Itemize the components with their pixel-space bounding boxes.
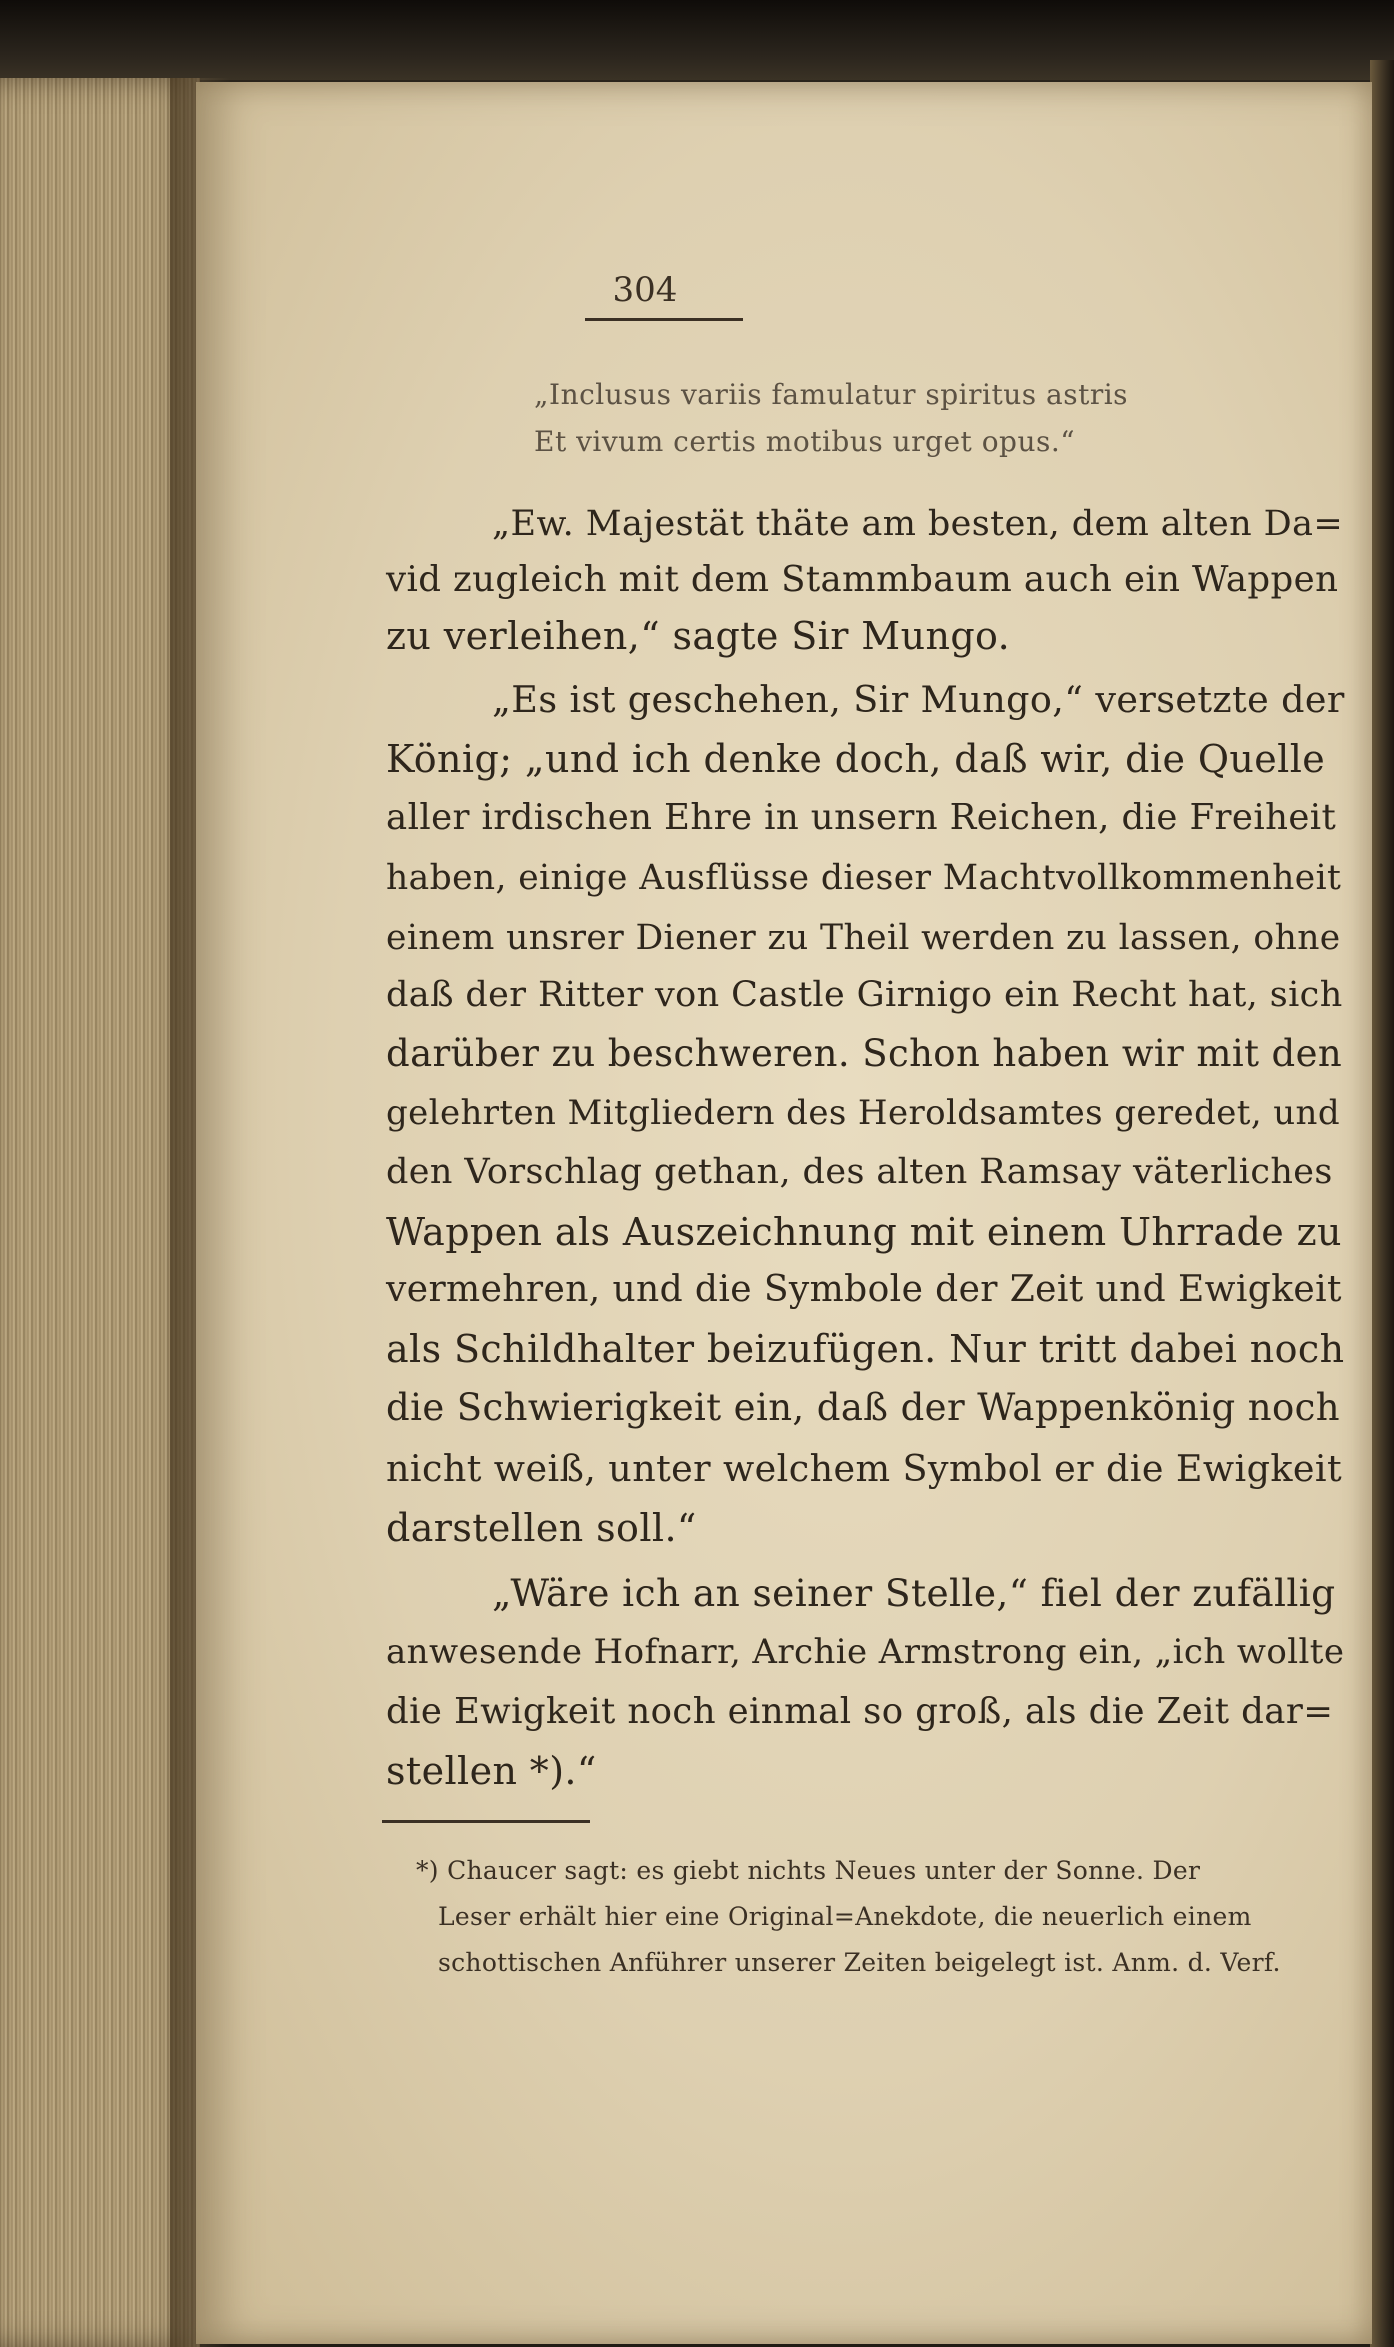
body-line: „Wäre ich an seiner Stelle,“ fiel der zufällig	[492, 1571, 1336, 1615]
body-line: aller irdischen Ehre in unsern Reichen, die Freiheit	[386, 797, 1337, 838]
body-line: „Ew. Majestät thäte am besten, dem alten Da=	[492, 504, 1344, 544]
body-line: die Ewigkeit noch einmal so groß, als die Zeit dar=	[386, 1691, 1334, 1732]
epigraph-line: Et vivum certis motibus urget opus.“	[534, 425, 1076, 458]
page-number-rule	[585, 318, 743, 321]
body-line: darstellen soll.“	[386, 1506, 697, 1550]
page-number: 304	[612, 270, 678, 310]
body-line: „Es ist geschehen, Sir Mungo,“ versetzte der	[492, 678, 1345, 721]
body-line: König; „und ich denke doch, daß wir, die Quelle	[386, 737, 1326, 781]
body-line: anwesende Hofnarr, Archie Armstrong ein, „ich wollte	[386, 1632, 1345, 1672]
book-cover-right	[1370, 60, 1394, 2347]
footnote-line: schottischen Anführer unserer Zeiten beigelegt ist. Anm. d. Verf.	[438, 1948, 1281, 1977]
footnote-line: *) Chaucer sagt: es giebt nichts Neues unter der Sonne. Der	[416, 1856, 1201, 1885]
body-line: Wappen als Auszeichnung mit einem Uhrrade zu	[386, 1210, 1342, 1254]
footnote-line: Leser erhält hier eine Original=Anekdote, die neuerlich einem	[438, 1902, 1252, 1931]
body-line: den Vorschlag gethan, des alten Ramsay väterliches	[386, 1152, 1333, 1192]
body-line: stellen *).“	[386, 1749, 597, 1793]
body-line: darüber zu beschweren. Schon haben wir mit den	[386, 1032, 1343, 1075]
body-line: haben, einige Ausflüsse dieser Machtvollkommenheit	[386, 858, 1342, 898]
body-line: als Schildhalter beizufügen. Nur tritt dabei noch	[386, 1327, 1345, 1371]
body-line: zu verleihen,“ sagte Sir Mungo.	[386, 614, 1011, 658]
epigraph-line: „Inclusus variis famulatur spiritus astris	[534, 378, 1129, 411]
footnote-rule	[382, 1820, 590, 1823]
body-line: die Schwierigkeit ein, daß der Wappenkönig noch	[386, 1386, 1341, 1429]
body-line: vid zugleich mit dem Stammbaum auch ein Wappen	[386, 559, 1339, 600]
body-line: nicht weiß, unter welchem Symbol er die Ewigkeit	[386, 1447, 1343, 1490]
body-line: daß der Ritter von Castle Girnigo ein Recht hat, sich	[386, 975, 1343, 1015]
body-line: gelehrten Mitgliedern des Heroldsamtes geredet, und	[386, 1093, 1341, 1133]
body-line: vermehren, und die Symbole der Zeit und Ewigkeit	[386, 1269, 1342, 1310]
body-line: einem unsrer Diener zu Theil werden zu lassen, ohne	[386, 918, 1341, 958]
book-cover-top	[0, 0, 1394, 80]
